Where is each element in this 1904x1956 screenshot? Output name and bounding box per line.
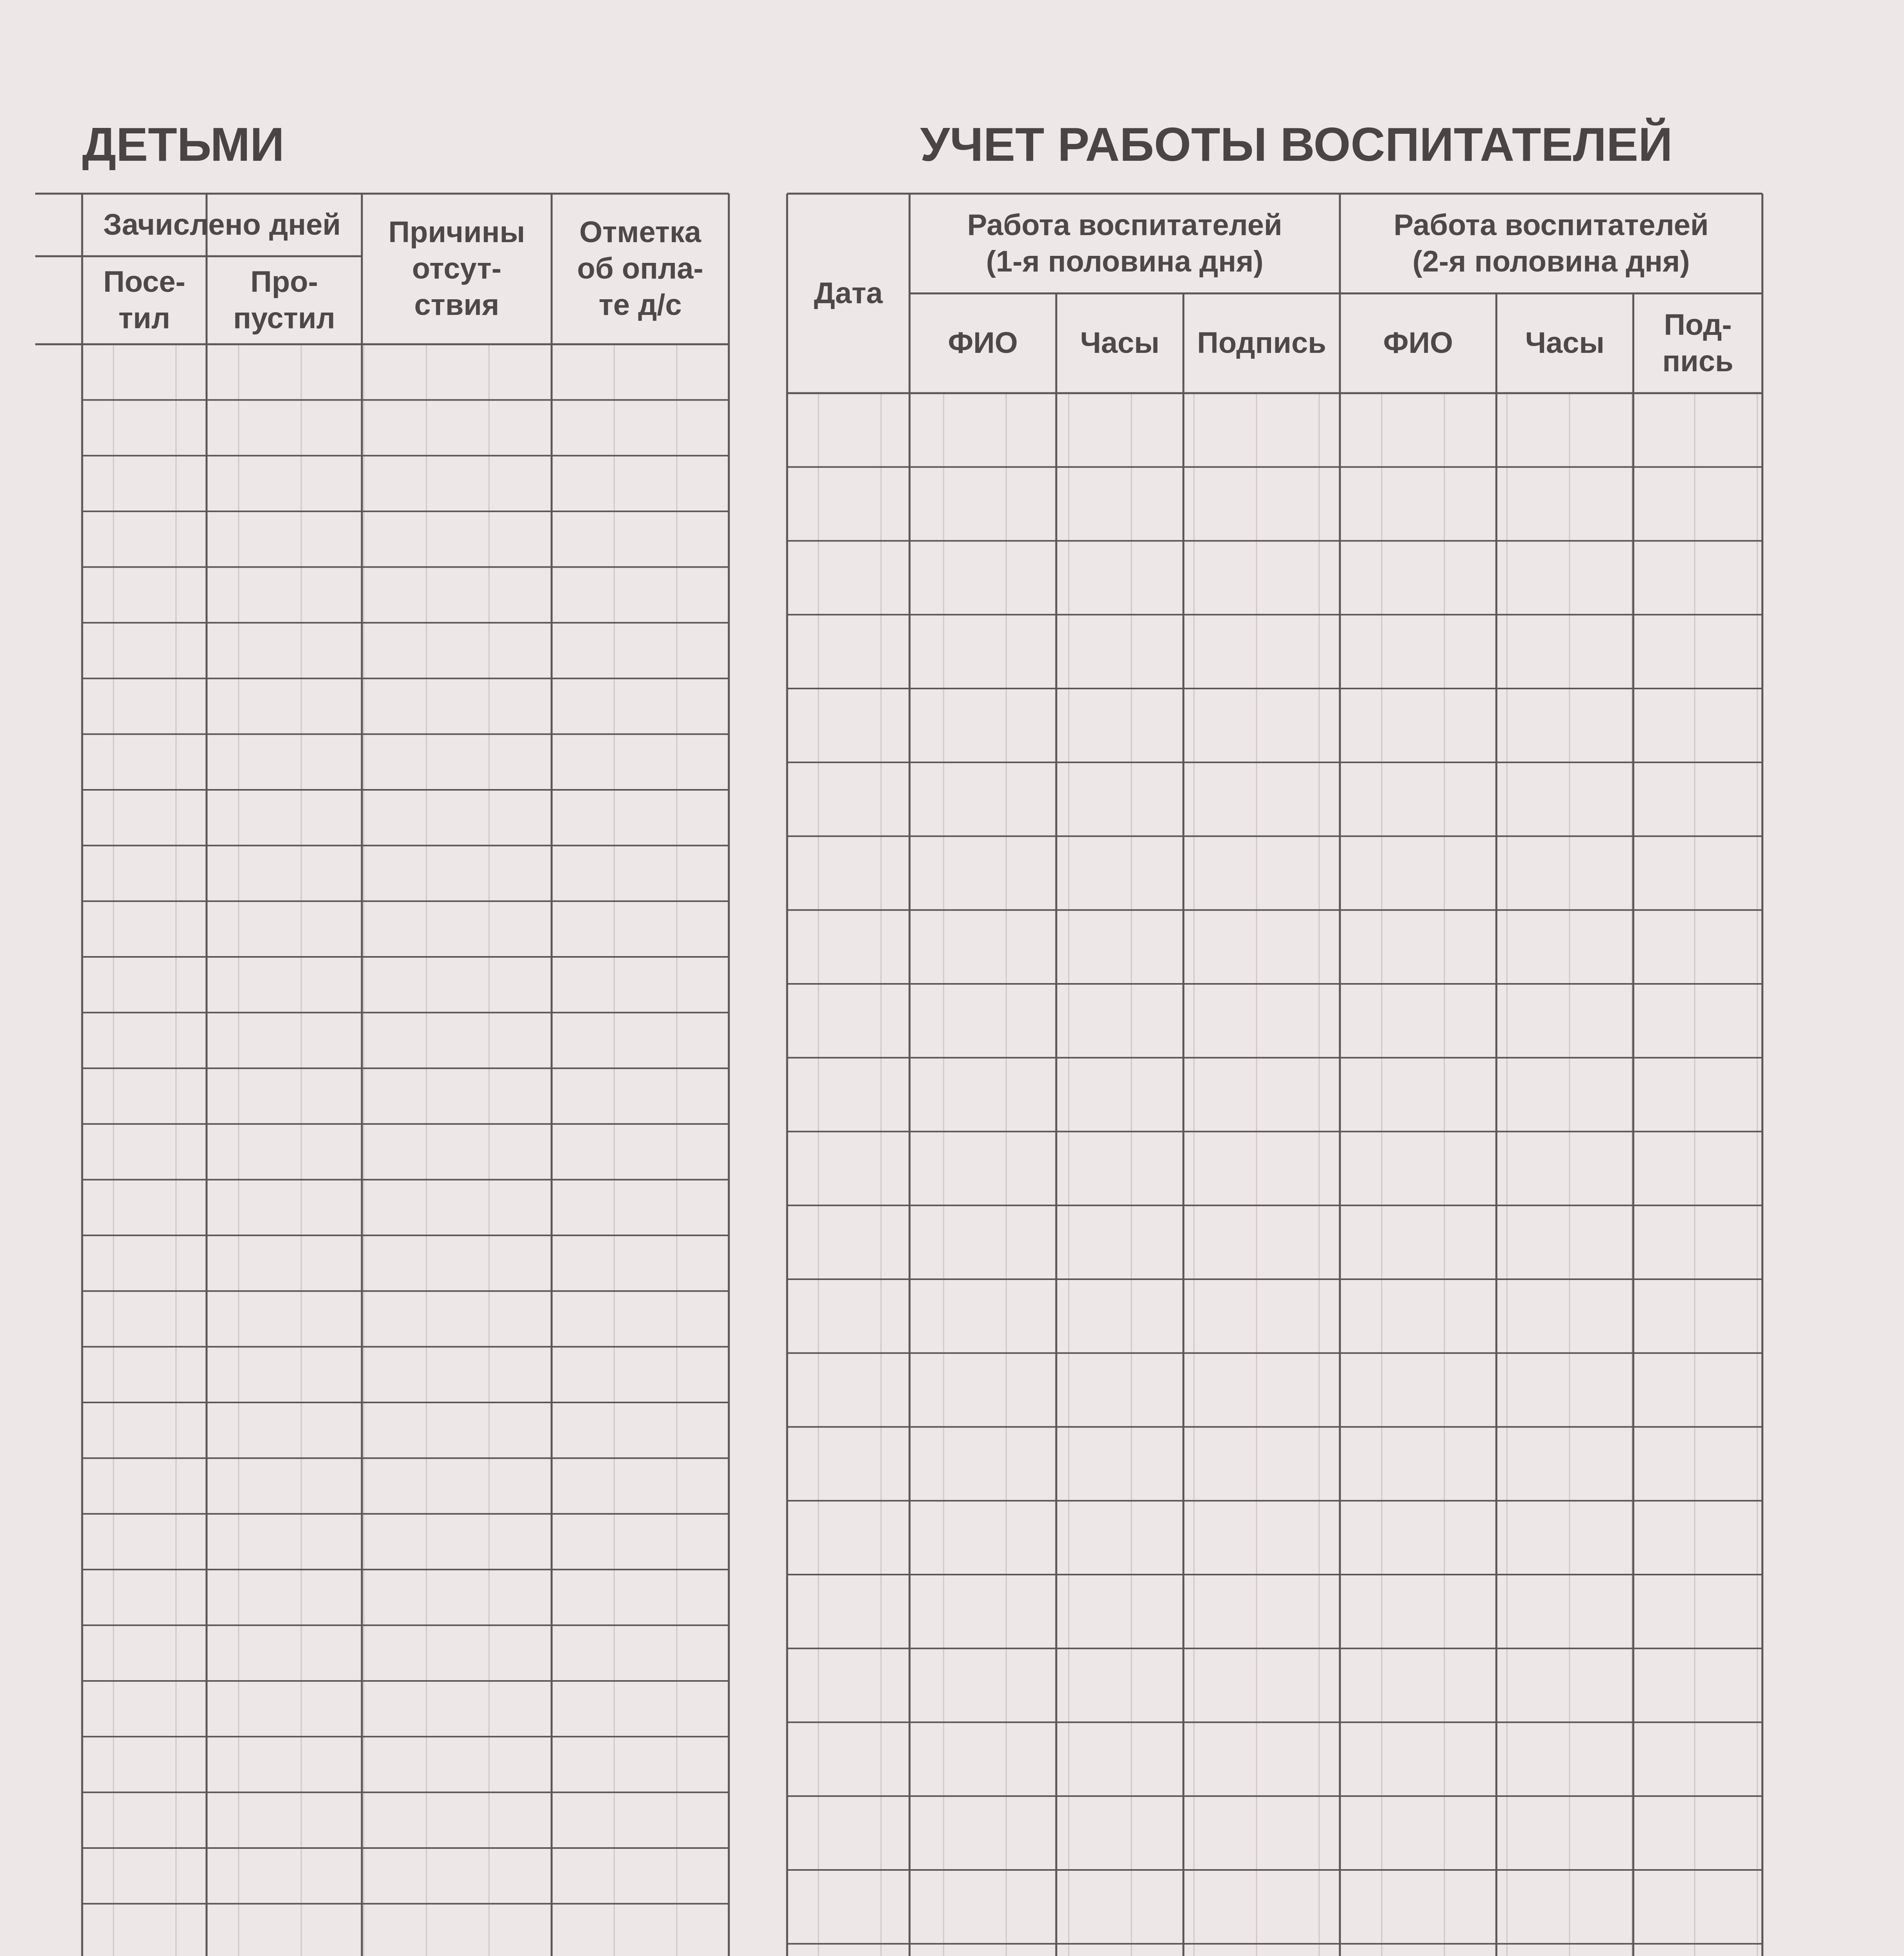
fio-1-header: ФИО xyxy=(948,326,1018,360)
hours-2-header: Часы xyxy=(1525,326,1605,360)
first-half-header: Работа воспитателей (1-я половина дня) xyxy=(967,208,1282,278)
signature-1-header: Подпись xyxy=(1197,326,1326,360)
payment-mark-header: Отметка об опла- те д/с xyxy=(577,216,703,322)
absence-reasons-header: Причины отсут- ствия xyxy=(388,216,525,322)
signature-2-header: Под- пись xyxy=(1662,308,1733,378)
enrolled-days-header: Зачислено дней xyxy=(103,208,341,241)
fio-2-header: ФИО xyxy=(1383,326,1453,360)
date-header: Дата xyxy=(814,276,883,310)
right-page-heading: УЧЕТ РАБОТЫ ВОСПИТАТЕЛЕЙ xyxy=(920,118,1673,171)
second-half-header: Работа воспитателей (2-я половина дня) xyxy=(1393,208,1709,278)
attended-header: Посе- тил xyxy=(103,265,185,335)
hours-1-header: Часы xyxy=(1080,326,1160,360)
left-page-heading: ДЕТЬМИ xyxy=(82,118,284,171)
missed-header: Про- пустил xyxy=(233,265,335,335)
